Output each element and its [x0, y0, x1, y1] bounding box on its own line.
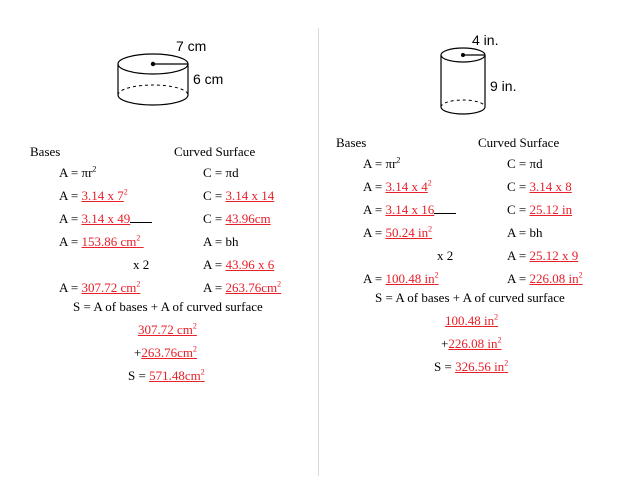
- left-bases-heading: Bases: [30, 144, 61, 159]
- left-surface-rule: S = A of bases + A of curved surface: [73, 299, 263, 314]
- left-base-line-3: A = 153.86 $cm^2$: [59, 235, 144, 248]
- left-radius-label: 7 cm: [176, 38, 207, 54]
- right-curved-area-formula: A = bh: [507, 225, 543, 240]
- left-curved-answer-2: 43.96cm: [225, 211, 271, 226]
- right-curved-line-2: C = 25.12 in: [507, 202, 573, 217]
- left-curved-answer-1: 3.14 x 14: [225, 188, 275, 203]
- left-curved-area-formula: A = bh: [203, 234, 239, 249]
- left-base-answer-1: 3.14 x 7: [81, 188, 124, 203]
- left-total-answer: $571.48cm^2$: [149, 367, 205, 383]
- left-curved-line-4: $A = 263.76cm^2$: [203, 279, 282, 295]
- left-summary-term-1: 307.72 $cm^2$: [138, 321, 197, 337]
- left-curved-answer-4: $263.76cm^2$: [225, 279, 282, 295]
- right-base-answer-1: 3.14 x 4: [385, 179, 428, 194]
- left-curved-heading: Curved Surface: [174, 144, 256, 159]
- right-base-line-2: A = 3.14 x 16: [363, 203, 456, 216]
- left-base-answer-3: 153.86 $cm^2$: [81, 233, 141, 249]
- right-base-line-1: A = 3.14 x $4^2$: [363, 178, 432, 194]
- left-curved-line-2: C = 43.96cm: [203, 211, 271, 226]
- right-cylinder-figure: [436, 40, 496, 120]
- right-curved-answer-1: 3.14 x 8: [529, 179, 572, 194]
- left-curved-formula: C = πd: [203, 165, 239, 180]
- right-base-line-3: A = 50.24 $in^2$: [363, 224, 433, 240]
- right-curved-line-3: A = 25.12 x 9: [507, 248, 579, 263]
- left-curved-line-1: C = 3.14 x 14: [203, 188, 275, 203]
- column-divider: [318, 28, 319, 476]
- right-base-line-4: A = 100.48 $in^2$: [363, 270, 439, 286]
- right-curved-answer-4: 226.08 $in^2$: [529, 270, 583, 286]
- right-curved-line-4: A = 226.08 $in^2$: [507, 270, 583, 286]
- left-base-line-1: A = 3.14 x $7^2$: [59, 187, 128, 203]
- left-base-formula: $A = \pi r^2$: [59, 164, 97, 180]
- right-height-label: 9 in.: [490, 78, 517, 94]
- right-base-answer-3: 50.24 $in^2$: [385, 224, 433, 240]
- right-radius-label: 4 in.: [472, 32, 499, 48]
- right-surface-rule: S = A of bases + A of curved surface: [375, 290, 565, 305]
- left-summary-term-2: $+263.76cm^2$: [134, 344, 197, 360]
- left-height-label: 6 cm: [193, 71, 224, 87]
- left-curved-line-3: A = 43.96 x 6: [203, 257, 275, 272]
- left-surface-total: $S = 571.48cm^2$: [128, 367, 205, 383]
- left-times-two: x 2: [133, 257, 150, 272]
- right-curved-answer-2: 25.12 in: [529, 202, 573, 217]
- right-curved-formula: C = πd: [507, 156, 543, 171]
- right-base-answer-4: 100.48 $in^2$: [385, 270, 439, 286]
- right-curved-line-1: C = 3.14 x 8: [507, 179, 572, 194]
- right-curved-answer-3: 25.12 x 9: [529, 248, 579, 263]
- right-total-answer: 326.56 $in^2$: [455, 358, 509, 374]
- right-bases-heading: Bases: [336, 135, 367, 150]
- right-times-two: x 2: [437, 248, 454, 263]
- left-curved-answer-3: 43.96 x 6: [225, 257, 275, 272]
- right-curved-heading: Curved Surface: [478, 135, 560, 150]
- right-surface-total: S = 326.56 $in^2$: [434, 358, 509, 374]
- left-base-line-2: A = 3.14 x 49: [59, 212, 152, 225]
- left-base-answer-4: 307.72 $cm^2$: [81, 279, 141, 295]
- right-summary-term-2: +226.08 $in^2$: [441, 335, 502, 351]
- right-summary-term-1: 100.48 $in^2$: [445, 312, 499, 328]
- left-base-answer-2: 3.14 x 49: [81, 211, 131, 226]
- right-base-formula: $A = \pi r^2$: [363, 155, 401, 171]
- right-base-answer-2: 3.14 x 16: [385, 202, 435, 217]
- left-base-line-4: A = 307.72 $cm^2$: [59, 279, 141, 295]
